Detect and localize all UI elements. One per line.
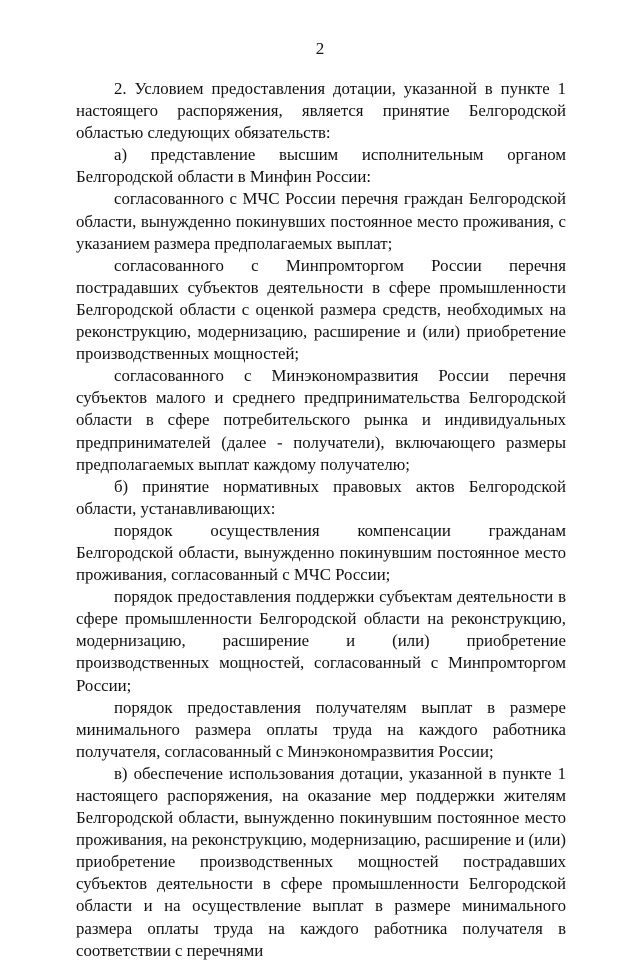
paragraph-item-a: а) представление высшим исполнительным органом Белгородской области в Минфин России: [76, 145, 566, 187]
document-body [76, 78, 566, 962]
paragraph-compensation-order: порядок осуществления компенсации гражданам Белгородской области, вынужденно покинувшим постоянное место проживания, согласованный с МЧС России; [76, 520, 566, 585]
paragraph-mrot-payments-order: порядок предоставления получателям выплат в размере минимального размера оплаты труда на каждого работника получателя, согласованный с Минэкономразвития России; [76, 697, 566, 761]
paragraph-item-v: в) обеспечение использования дотации, указанной в пункте 1 настоящего распоряжения, на оказание мер поддержки жителям Белгородской области, вынужденно покинувшим постоянное место проживания, на реконструкцию, модернизацию, расширение и (или) приобретение производственных мощностей пострадавших субъектов деятельности в сфере промышленности Белгородской области и на осуществление выплат в размере минимального размера оплаты труда на каждого работника получателя в соответствии с перечнями [76, 763, 567, 960]
paragraph-conditions: 2. Условием предоставления дотации, указанной в пункте 1 настоящего распоряжения, является принятие Белгородской областью следующих обязательств: [76, 79, 566, 143]
paragraph-minpromtorg-list: согласованного с Минпромторгом России перечня пострадавших субъектов деятельности в сфере промышленности Белгородской области с оценкой размера средств, необходимых на реконструкцию, модернизацию, расширение и (или) приобретение производственных мощностей; [76, 255, 566, 364]
page-number: 2 [315, 39, 325, 58]
paragraph-mineconomy-list: согласованного с Минэкономразвития России перечня субъектов малого и среднего предпринимательства Белгородской области в сфере потребительского рынка и индивидуальных предпринимателей (далее - получатели), включающего размеры предполагаемых выплат каждому получателю; [76, 366, 566, 474]
paragraph-industry-support-order: порядок предоставления поддержки субъектам деятельности в сфере промышленности Белгородской области на реконструкцию, модернизацию, расширение и (или) приобретение производственных мощностей, согласованный с Минпромторгом России; [76, 587, 566, 695]
paragraph-mchs-list: согласованного с МЧС России перечня граждан Белгородской области, вынужденно покинувших постоянное место проживания, с указанием размера предполагаемых выплат; [76, 189, 566, 253]
paragraph-item-b: б) принятие нормативных правовых актов Белгородской области, устанавливающих: [76, 476, 566, 518]
